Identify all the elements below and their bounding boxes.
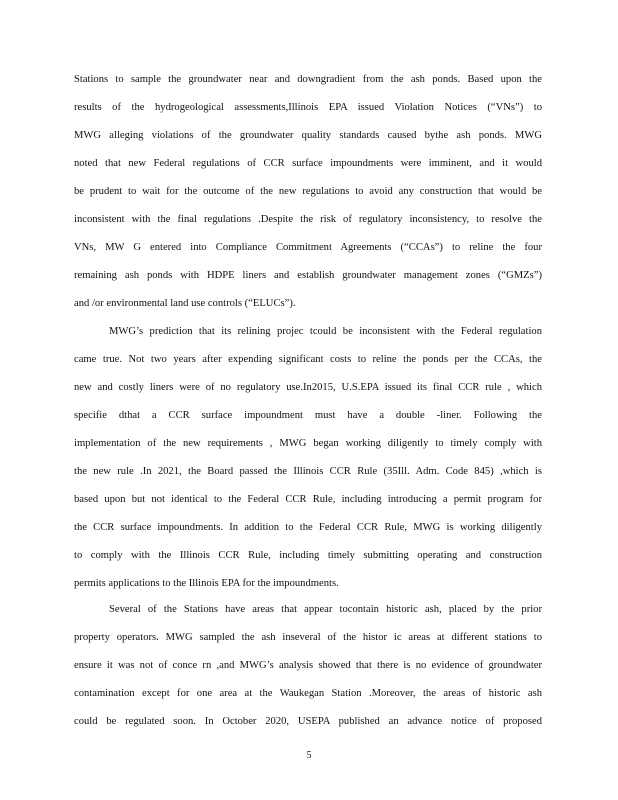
text-line: Several of the Stations have areas that appear tocontain historic ash, placed by the prior [109, 604, 542, 615]
text-line: inconsistent with the final regulations .Despite the risk of regulatory inconsistency, to resolve the [74, 214, 542, 225]
text-line: based upon but not identical to the Federal CCR Rule, including introducing a permit program for [74, 494, 542, 505]
text-line: remaining ash ponds with HDPE liners and establish groundwater management zones (“GMZs”) [74, 270, 542, 281]
text-line: to comply with the Illinois CCR Rule, including timely submitting operating and construction [74, 550, 542, 561]
text-line: ensure it was not of conce rn ,and MWG’s analysis showed that there is no evidence of groundwater [74, 660, 542, 671]
text-line: Stations to sample the groundwater near and downgradient from the ash ponds. Based upon the [74, 74, 542, 85]
text-line: be prudent to wait for the outcome of the new regulations to avoid any construction that would be [74, 186, 542, 197]
text-line: implementation of the new requirements , MWG began working diligently to timely comply with [74, 438, 542, 449]
text-line: MWG’s prediction that its relining projec tcould be inconsistent with the Federal regulation [109, 326, 542, 337]
text-line: could be regulated soon. In October 2020, USEPA published an advance notice of proposed [74, 716, 542, 727]
text-line: MWG alleging violations of the groundwater quality standards caused bythe ash ponds. MWG [74, 130, 542, 141]
text-line: new and costly liners were of no regulatory use.In2015, U.S.EPA issued its final CCR rule , which [74, 382, 542, 393]
text-line: noted that new Federal regulations of CCR surface impoundments were imminent, and it would [74, 158, 542, 169]
text-line: property operators. MWG sampled the ash inseveral of the histor ic areas at different stations to [74, 632, 542, 643]
text-line: the new rule .In 2021, the Board passed the Illinois CCR Rule (35Ill. Adm. Code 845) ,which is [74, 466, 542, 477]
text-line: came true. Not two years after expending significant costs to reline the ponds per the CCAs, the [74, 354, 542, 365]
text-line: VNs, MW G entered into Compliance Commitment Agreements (“CCAs”) to reline the four [74, 242, 542, 253]
text-line: specifie dthat a CCR surface impoundment must have a double -liner. Following the [74, 410, 542, 421]
page-number: 5 [306, 750, 312, 761]
text-line: the CCR surface impoundments. In addition to the Federal CCR Rule, MWG is working diligently [74, 522, 542, 533]
text-line: contamination except for one area at the Waukegan Station .Moreover, the areas of historic ash [74, 688, 542, 699]
text-line: and /or environmental land use controls (“ELUCs”). [74, 298, 296, 309]
text-line: permits applications to the Illinois EPA for the impoundments. [74, 578, 339, 589]
text-line: results of the hydrogeological assessments,Illinois EPA issued Violation Notices (“VNs”) to [74, 102, 542, 113]
